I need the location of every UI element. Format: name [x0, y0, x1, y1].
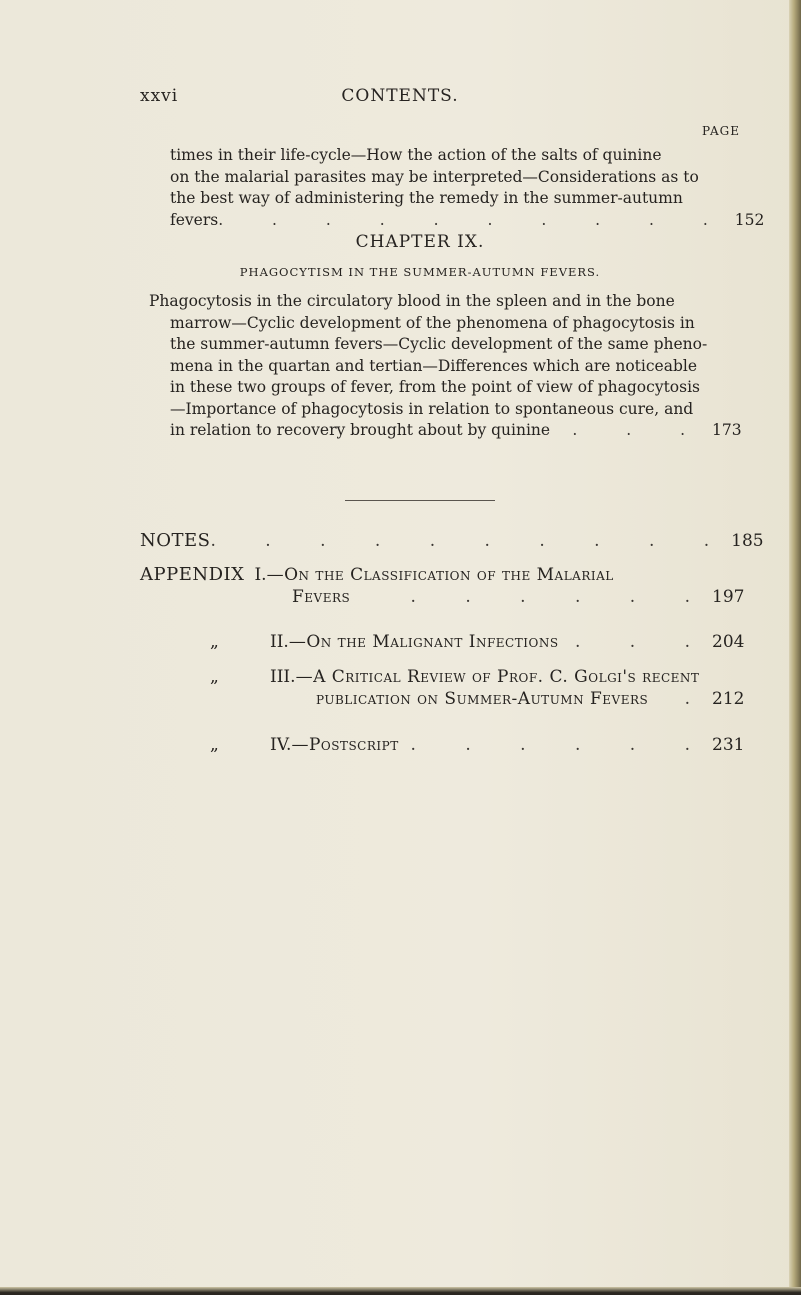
notes-entry [140, 530, 764, 551]
appendix-numeral: IV. [270, 735, 292, 755]
appendix-title: —On the Classification of the Malarial [266, 565, 614, 585]
leader-dots: . . . . . . . . . . [218, 210, 730, 229]
appendix-numeral: II. [270, 632, 289, 652]
running-title: CONTENTS. [341, 86, 459, 106]
leader-dots: . [684, 689, 712, 709]
ditto-mark: „ [210, 632, 219, 652]
appendix-1-entry [140, 564, 745, 607]
entry-line: the best way of administering the remedy in the summer-autumn [170, 189, 683, 207]
entry-line: the summer-autumn fevers—Cyclic development of the same pheno- [170, 335, 708, 353]
entry-line: on the malarial parasites may be interpreted—Considerations as to [170, 167, 699, 186]
page-ref: 212 [712, 689, 745, 709]
entry-line: marrow—Cyclic development of the phenomena of phagocytosis in [170, 313, 695, 332]
chapter-subtitle: PHAGOCYTISM IN THE SUMMER-AUTUMN FEVERS. [239, 265, 601, 279]
appendix-numeral: I. [254, 565, 267, 585]
entry-text: fevers [170, 210, 219, 229]
entry-text: in relation to recovery brought about by quinine [170, 421, 551, 439]
running-head [140, 86, 700, 110]
page-bottom-edge [0, 1287, 801, 1295]
entry-line: times in their life-cycle—How the action of the salts of quinine [170, 146, 662, 164]
page-ref: 197 [712, 587, 745, 607]
chapter9-entry [149, 291, 742, 442]
leader-dots: . . . . . . [410, 587, 712, 607]
appendix-label: APPENDIX [140, 564, 245, 585]
ditto-mark: „ [210, 667, 219, 687]
appendix-title: —On the Malignant Infections [288, 632, 559, 652]
entry-line: mena in the quartan and tertian—Differences which are noticeable [170, 356, 697, 375]
appendix-title-cont: Fevers [292, 587, 351, 607]
page-column-label: PAGE [702, 124, 740, 138]
entry-line: Phagocytosis in the circulatory blood in the spleen and in the bone [149, 292, 675, 310]
chapter-title: CHAPTER IX. [355, 232, 485, 252]
notes-label: NOTES [140, 530, 211, 551]
entry-line: in these two groups of fever, from the point of view of phagocytosis [170, 378, 701, 396]
page-ref: 152 [734, 210, 765, 229]
leader-dots: . . . . . . [410, 735, 712, 755]
appendix-3-entry [140, 667, 745, 709]
page-ref: 185 [731, 531, 764, 551]
appendix-numeral: III. [270, 667, 296, 687]
section-divider [345, 500, 495, 501]
appendix-title: —Postscript [291, 735, 399, 755]
leader-dots: . . . [572, 421, 708, 439]
appendix-title-cont: publication on Summer-Autumn Fevers [316, 689, 649, 709]
page-number-roman: xxvi [140, 86, 179, 106]
entry-last-line [170, 210, 765, 232]
page-ref: 231 [712, 735, 745, 755]
appendix-4-entry [140, 735, 745, 755]
page-edge-shadow [789, 0, 801, 1295]
page-ref: 204 [712, 632, 745, 652]
leader-dots: . . . [574, 632, 712, 652]
entry-last-line [170, 420, 740, 442]
ditto-mark: „ [210, 735, 219, 755]
appendix-2-entry [140, 632, 745, 652]
appendix-title: —A Critical Review of Prof. C. Golgi's recent [295, 667, 700, 687]
chapter8-entry [170, 145, 765, 231]
entry-line: —Importance of phagocytosis in relation to spontaneous cure, and [170, 399, 694, 418]
page-ref: 173 [712, 421, 742, 439]
leader-dots: . . . . . . . . . . [210, 531, 732, 551]
